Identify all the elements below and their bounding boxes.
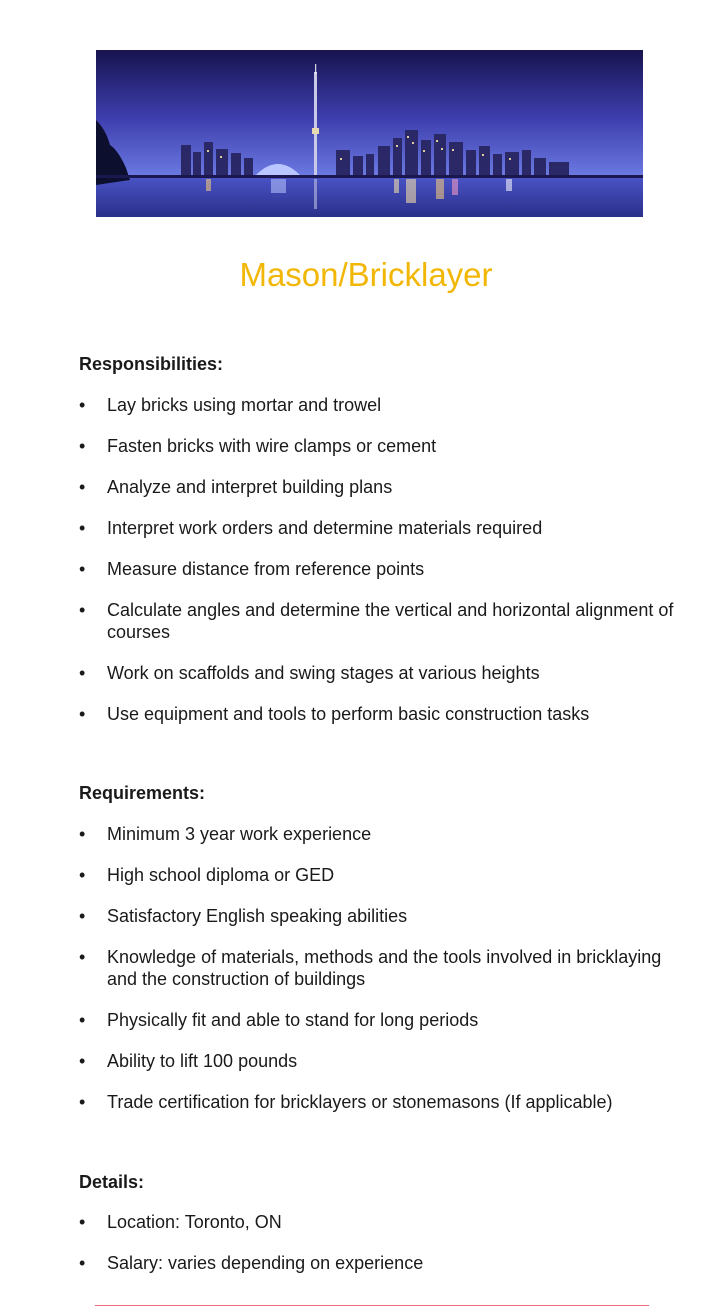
- list-item: [79, 1091, 679, 1113]
- bullet-icon: •: [79, 1010, 86, 1030]
- responsibilities-list: [79, 394, 679, 744]
- list-item: [79, 905, 679, 927]
- list-item: [79, 517, 679, 539]
- bullet-icon: •: [79, 704, 86, 724]
- list-item: [79, 703, 679, 725]
- list-item-text: Ability to lift 100 pounds: [107, 1051, 298, 1071]
- details-list: [79, 1211, 679, 1293]
- list-item-text: Work on scaffolds and swing stages at various heights: [107, 663, 540, 683]
- bottom-divider: [95, 1305, 649, 1306]
- requirements-heading: Requirements:: [79, 783, 206, 803]
- list-item: [79, 1211, 679, 1233]
- bullet-icon: •: [79, 477, 86, 497]
- bullet-icon: •: [79, 1092, 86, 1112]
- list-item-text: Knowledge of materials, methods and the tools involved in bricklaying and the construction of buildings: [107, 947, 662, 989]
- bullet-icon: •: [79, 663, 86, 683]
- list-item-text: Salary: varies depending on experience: [107, 1253, 424, 1273]
- bullet-icon: •: [79, 1212, 86, 1232]
- list-item-text: Interpret work orders and determine materials required: [107, 518, 543, 538]
- list-item-text: Lay bricks using mortar and trowel: [107, 395, 382, 415]
- bullet-icon: •: [79, 518, 86, 538]
- bullet-icon: •: [79, 1051, 86, 1071]
- list-item: [79, 558, 679, 580]
- bullet-icon: •: [79, 436, 86, 456]
- bullet-icon: •: [79, 906, 86, 926]
- bullet-icon: •: [79, 395, 86, 415]
- bullet-icon: •: [79, 559, 86, 579]
- list-item-text: Satisfactory English speaking abilities: [107, 906, 408, 926]
- details-heading: Details:: [79, 1172, 145, 1192]
- skyline-banner-image: [96, 50, 643, 217]
- list-item: [79, 435, 679, 457]
- list-item-text: Minimum 3 year work experience: [107, 824, 372, 844]
- list-item: [79, 823, 679, 845]
- list-item: [79, 476, 679, 498]
- page-title: Mason/Bricklayer: [239, 256, 493, 293]
- list-item: [79, 1050, 679, 1072]
- responsibilities-heading: Responsibilities:: [79, 354, 224, 374]
- list-item-text: Analyze and interpret building plans: [107, 477, 393, 497]
- bullet-icon: •: [79, 1253, 86, 1273]
- list-item-text: Location: Toronto, ON: [107, 1212, 282, 1232]
- list-item-text: Calculate angles and determine the vertical and horizontal alignment of courses: [107, 600, 674, 642]
- list-item-text: Trade certification for bricklayers or stonemasons (If applicable): [107, 1092, 613, 1112]
- list-item: [79, 662, 679, 684]
- list-item: [79, 864, 679, 886]
- list-item-text: Measure distance from reference points: [107, 559, 425, 579]
- bullet-icon: •: [79, 865, 86, 885]
- list-item-text: High school diploma or GED: [107, 865, 335, 885]
- bullet-icon: •: [79, 600, 86, 620]
- list-item-text: Use equipment and tools to perform basic construction tasks: [107, 704, 590, 724]
- list-item: [79, 1009, 679, 1031]
- list-item: [79, 599, 679, 643]
- requirements-list: [79, 823, 679, 1132]
- list-item: [79, 1252, 679, 1274]
- list-item-text: Physically fit and able to stand for long periods: [107, 1010, 479, 1030]
- list-item: [79, 394, 679, 416]
- list-item: [79, 946, 679, 990]
- list-item-text: Fasten bricks with wire clamps or cement: [107, 436, 437, 456]
- bullet-icon: •: [79, 947, 86, 967]
- bullet-icon: •: [79, 824, 86, 844]
